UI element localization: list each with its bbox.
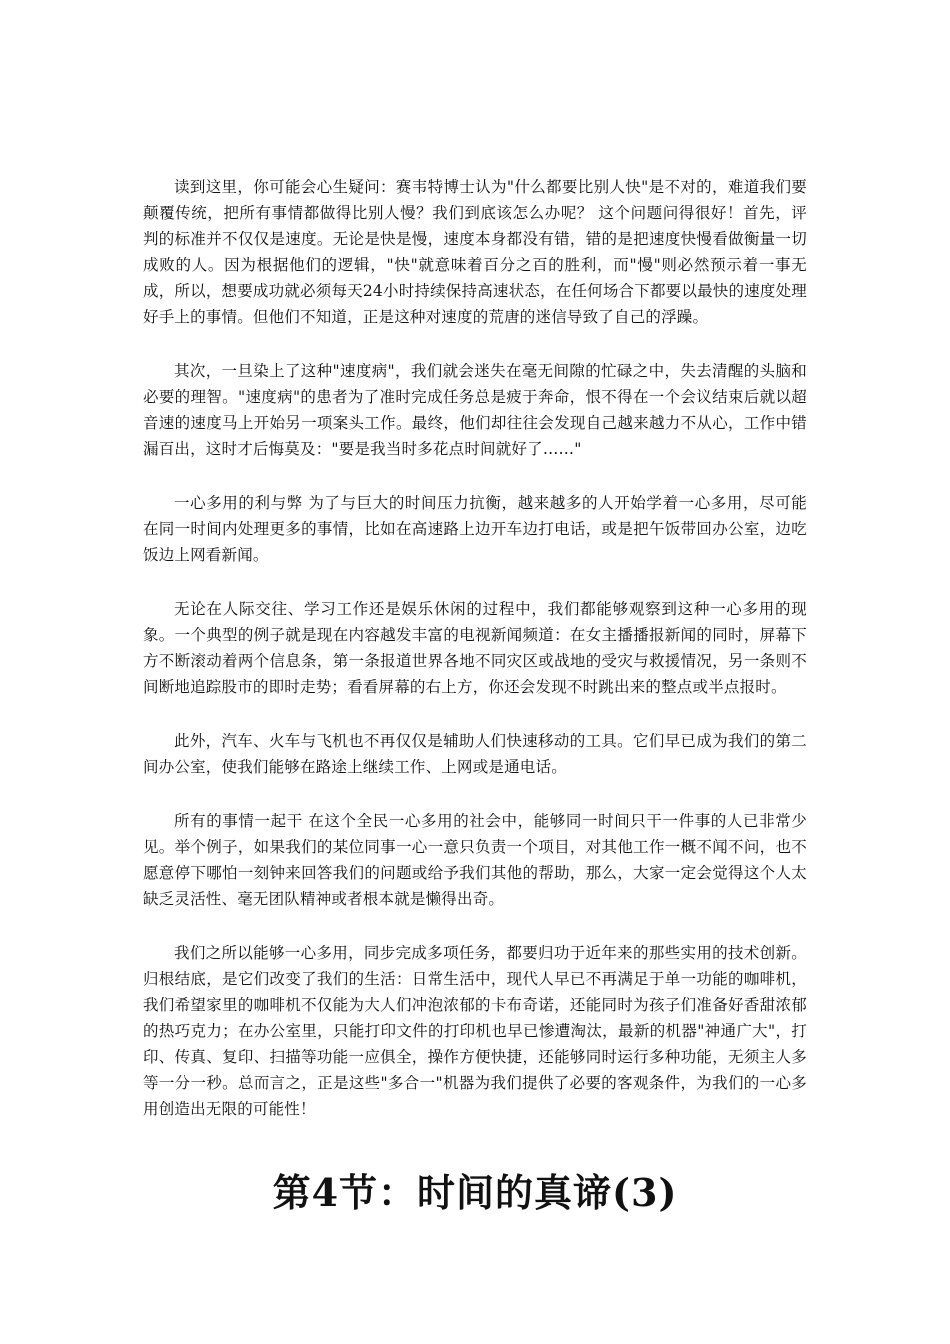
section-heading: 第4节：时间的真谛(3)	[272, 1170, 678, 1215]
document-body	[143, 174, 807, 1150]
paragraph-5: 此外，汽车、火车与飞机也不再仅仅是辅助人们快速移动的工具。它们早已成为我们的第二间办公室，使我们能够在路途上继续工作、上网或是通电话。	[143, 732, 807, 776]
paragraph-2: 其次，一旦染上了这种"速度病"，我们就会迷失在毫无间隙的忙碌之中，失去清醒的头脑和必要的理智。"速度病"的患者为了准时完成任务总是疲于奔命，恨不得在一个会议结束后就以超音速的速度马上开始另一项案头工作。最终，他们却往往会发现自己越来越力不从心，工作中错漏百出，这时才后悔莫及："要是我当时多花点时间就好了……"	[143, 362, 807, 458]
paragraph-1: 读到这里，你可能会心生疑问：赛韦特博士认为"什么都要比别人快"是不对的，难道我们要颠覆传统，把所有事情都做得比别人慢？我们到底该怎么办呢？ 这个问题问得很好！首先，评判的标准并不仅仅是速度。无论是快是慢，速度本身都没有错，错的是把速度快慢看做衡量一切成败的人。因为根据他们的逻辑，"快"就意味着百分之百的胜利，而"慢"则必然预示着一事无成，所以，想要成功就必须每天24小时持续保持高速状态，在任何场合下都要以最快的速度处理好手上的事情。但他们不知道，正是这种对速度的荒唐的迷信导致了自己的浮躁。	[143, 178, 807, 326]
paragraph-4: 无论在人际交往、学习工作还是娱乐休闲的过程中，我们都能够观察到这种一心多用的现象。一个典型的例子就是现在内容越发丰富的电视新闻频道：在女主播播报新闻的同时，屏幕下方不断滚动着两个信息条，第一条报道世界各地不同灾区或战地的受灾与救援情况，另一条则不间断地追踪股市的即时走势；看看屏幕的右上方，你还会发现不时跳出来的整点或半点报时。	[143, 600, 807, 696]
paragraph-6: 所有的事情一起干 在这个全民一心多用的社会中，能够同一时间只干一件事的人已非常少见。举个例子，如果我们的某位同事一心一意只负责一个项目，对其他工作一概不闻不问，也不愿意停下哪怕一刻钟来回答我们的问题或给予我们其他的帮助，那么，大家一定会觉得这个人太缺乏灵活性、毫无团队精神或者根本就是懒得出奇。	[143, 812, 807, 908]
paragraph-7: 我们之所以能够一心多用，同步完成多项任务，都要归功于近年来的那些实用的技术创新。归根结底，是它们改变了我们的生活：日常生活中，现代人早已不再满足于单一功能的咖啡机，我们希望家里的咖啡机不仅能为大人们冲泡浓郁的卡布奇诺，还能同时为孩子们准备好香甜浓郁的热巧克力；在办公室里，只能打印文件的打印机也早已惨遭淘汰，最新的机器"神通广大"，打印、传真、复印、扫描等功能一应俱全，操作方便快捷，还能够同时运行多种功能，无须主人多等一分一秒。总而言之，正是这些"多合一"机器为我们提供了必要的客观条件，为我们的一心多用创造出无限的可能性！	[143, 944, 807, 1118]
paragraph-3: 一心多用的利与弊 为了与巨大的时间压力抗衡，越来越多的人开始学着一心多用，尽可能在同一时间内处理更多的事情，比如在高速路上边开车边打电话，或是把午饭带回办公室，边吃饭边上网看新闻。	[143, 494, 807, 564]
